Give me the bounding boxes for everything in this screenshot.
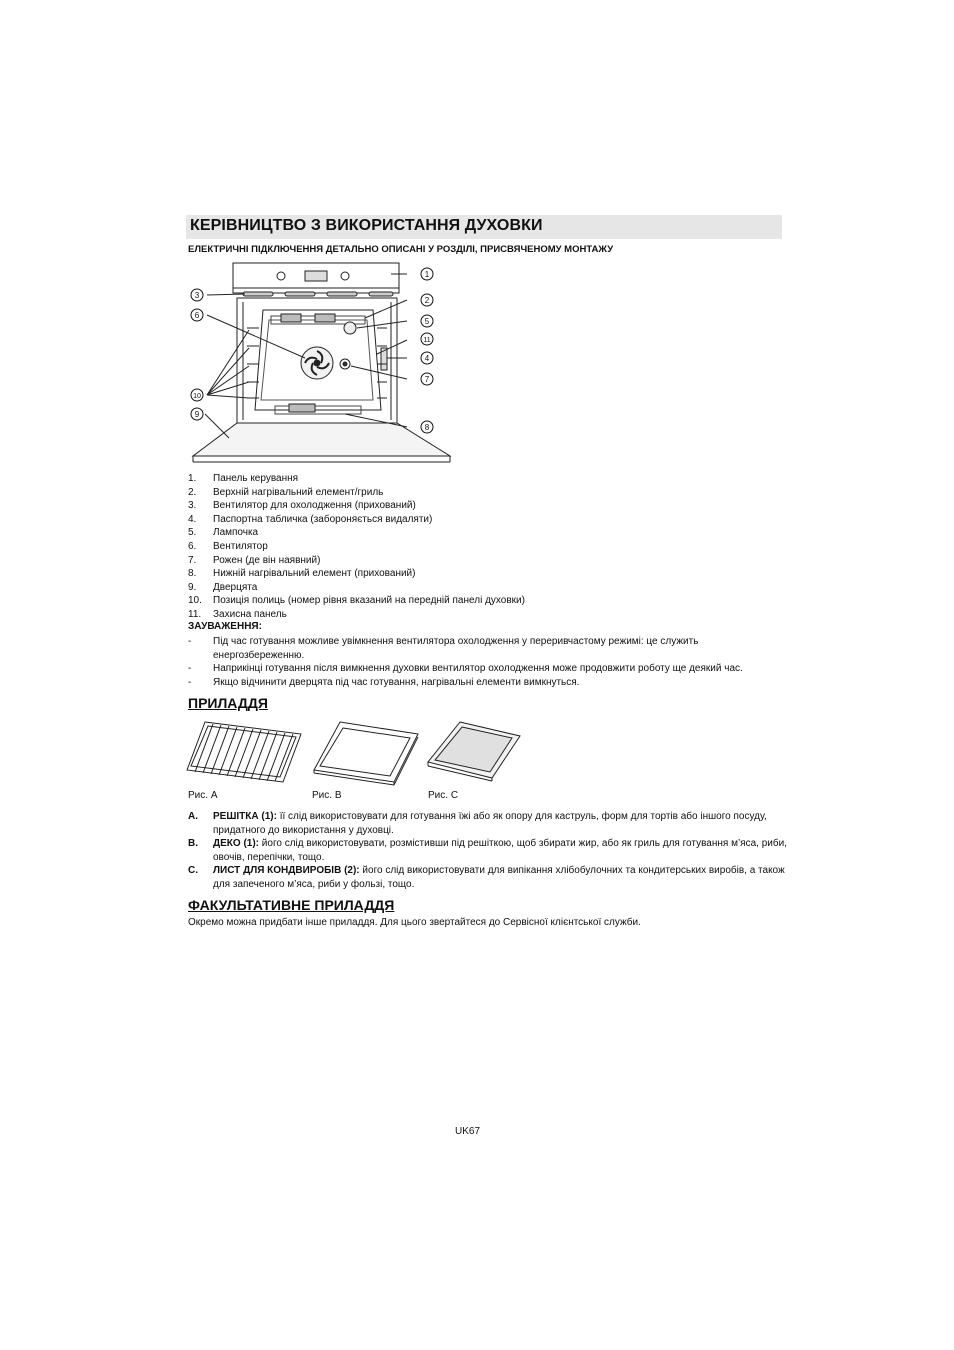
- callout-5: 5: [424, 317, 430, 326]
- callout-3: 3: [194, 291, 200, 300]
- page-title: КЕРІВНИЦТВО З ВИКОРИСТАННЯ ДУХОВКИ: [190, 217, 543, 234]
- list-item: 10. Позиція полиць (номер рівня вказаний на передній панелі духовки): [188, 595, 525, 607]
- callout-9: 9: [194, 410, 200, 419]
- callout-10: 10: [193, 393, 201, 400]
- section-title-bar: [186, 215, 782, 239]
- list-item: 8. Нижній нагрівальний елемент (прихований): [188, 568, 416, 580]
- note-item: - Якщо відчинити дверцята під час готування, нагрівальні елементи вимкнуться.: [188, 676, 580, 688]
- accessories-heading: ПРИЛАДДЯ: [188, 695, 268, 711]
- drip-tray-figure: [310, 718, 420, 786]
- list-item: 3. Вентилятор для охолодження (прихований): [188, 500, 416, 512]
- optional-accessories-heading: ФАКУЛЬТАТИВНЕ ПРИЛАДДЯ: [188, 897, 395, 913]
- list-item: C. ЛИСТ ДЛЯ КОНДВИРОБІВ (2): його слід використовувати для випікання хлібобулочних та кондитерських виробів, а також для запеченого м’яса, риби у фользі, тощо.: [188, 865, 785, 890]
- callout-2: 2: [424, 296, 430, 305]
- callout-4: 4: [424, 354, 430, 363]
- notes-heading: ЗАУВАЖЕННЯ:: [188, 621, 262, 632]
- parts-list: [188, 472, 788, 622]
- figure-caption-c: Рис. C: [428, 790, 459, 801]
- figure-caption-a: Рис. A: [188, 790, 218, 801]
- wire-rack-figure: [185, 718, 305, 786]
- callout-8: 8: [424, 423, 430, 432]
- list-item: 4. Паспортна табличка (забороняється видаляти): [188, 513, 433, 525]
- note-item: - Наприкінці готування після вимкнення духовки вентилятор охолодження може продовжити роботу ще деякий час.: [188, 663, 743, 675]
- optional-accessories-text: Окремо можна придбати інше приладдя. Для цього звертайтеся до Сервісної клієнтської служби.: [188, 917, 641, 928]
- baking-sheet-figure: [426, 718, 522, 782]
- list-item: 1. Панель керування: [188, 473, 299, 484]
- accessories-list: [188, 810, 788, 892]
- list-item: 6. Вентилятор: [188, 540, 268, 552]
- callout-7: 7: [424, 375, 430, 384]
- callout-11: 11: [423, 337, 431, 344]
- list-item: 2. Верхній нагрівальний елемент/гриль: [188, 486, 384, 498]
- list-item: 7. Рожен (де він наявний): [188, 554, 321, 566]
- page-number: UK67: [455, 1126, 481, 1137]
- electrical-note: ЕЛЕКТРИЧНІ ПІДКЛЮЧЕННЯ ДЕТАЛЬНО ОПИСАНІ У РОЗДІЛІ, ПРИСВЯЧЕНОМУ МОНТАЖУ: [188, 244, 614, 255]
- oven-diagram: [185, 258, 455, 468]
- list-item: 5. Лампочка: [188, 527, 259, 539]
- list-item: 11. Захисна панель: [188, 608, 287, 620]
- callout-1: 1: [424, 270, 430, 279]
- figure-caption-b: Рис. B: [312, 790, 342, 801]
- callout-6: 6: [194, 311, 200, 320]
- list-item: 9. Дверцята: [188, 581, 258, 593]
- notes-list: [188, 635, 788, 689]
- note-item: - Під час готування можливе увімкнення вентилятора охолодження у переривчастому режимі: це служить енергозбереженню.: [188, 636, 699, 661]
- list-item: A. РЕШІТКА (1): її слід використовувати для готування їжі або як опору для каструль, форм для тортів або іншого посуду, придатного до використання у духовці.: [188, 811, 767, 836]
- list-item: B. ДЕКО (1): його слід використовувати, розмістивши під решіткою, щоб збирати жир, або як гриль для готування м’яса, риби, овочів, перепічки, тощо.: [188, 838, 787, 863]
